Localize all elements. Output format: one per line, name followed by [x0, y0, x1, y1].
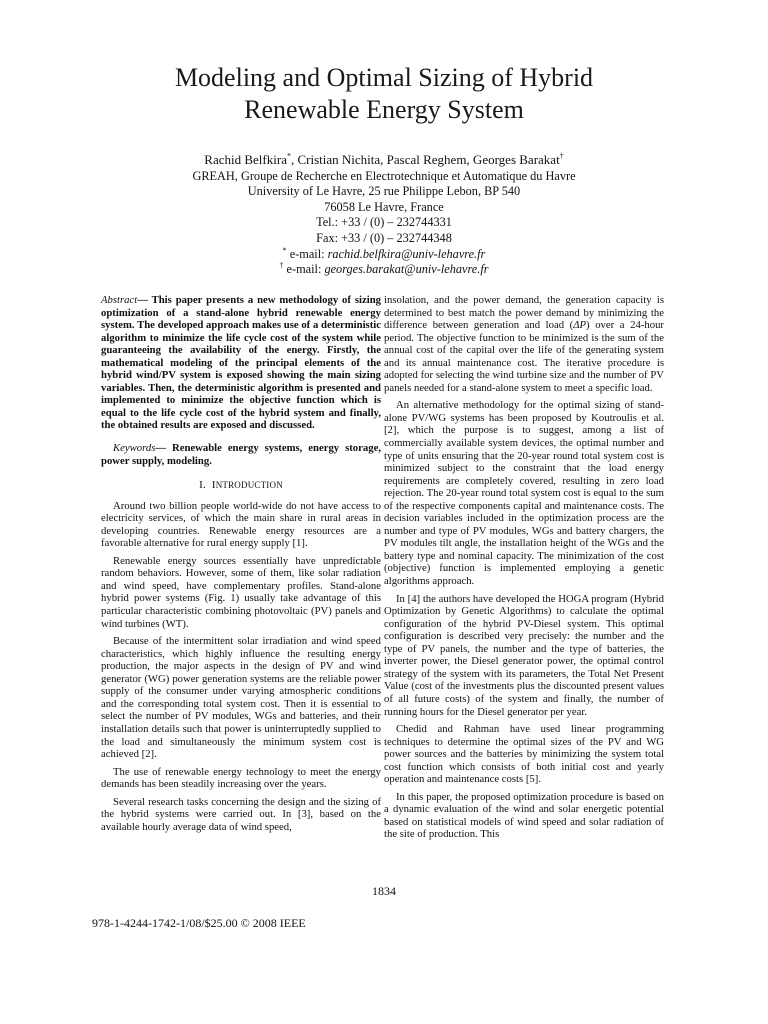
text-run: ) over a 24-hour period. The objective function to be minimized is the sum of the annual cost of the capital over the life of the generating system and its annual maintenance cost. The iterative procedure is adopted for selecting the wind turbine size and the number of PV panels needed for a stand-alone system to meet a specific load.	[384, 319, 664, 394]
keywords-label: Keywords	[113, 442, 156, 455]
author-block	[60, 152, 708, 278]
paper-title	[60, 62, 708, 126]
title-line-2: Renewable Energy System	[244, 95, 524, 124]
university-address: University of Le Havre, 25 rue Philippe Lebon, BP 540	[247, 184, 521, 199]
paragraph-continued	[384, 294, 664, 394]
paragraph: Because of the intermittent solar irradiation and wind speed characteristics, which highly influence the resulting energy production, the major aspects in the design of PV and wind generator (WG) power generation systems are the reliable power supply of the consumer under varying atmospheric conditions and the corresponding total system cost. Then it is essential to select the number of PV modules, WGs and batteries, and their installation details such that power is uninterruptedly supplied to the load and simultaneously the minimum system cost is achieved [2].	[101, 635, 381, 761]
affiliation: GREAH, Groupe de Recherche en Electrotechnique et Automatique du Havre	[192, 168, 576, 183]
email-address-2[interactable]: georges.barakat@univ-lehavre.fr	[324, 262, 489, 277]
email-address-1[interactable]: rachid.belfkira@univ-lehavre.fr	[327, 246, 486, 261]
abstract	[101, 294, 381, 432]
telephone: Tel.: +33 / (0) – 232744331	[316, 215, 452, 230]
author-names-rest: , Cristian Nichita, Pascal Reghem, Georges Barakat	[290, 152, 560, 167]
paragraph: In this paper, the proposed optimization procedure is based on a dynamic evaluation of the wind and solar energetic potential based on statistical models of wind speed and solar radiation of the site of production. This	[384, 790, 664, 841]
email-label-2: e-mail:	[283, 262, 325, 277]
abstract-label: Abstract	[101, 294, 138, 306]
author-mark-1: *	[286, 151, 291, 161]
section-title-rest: NTRODUCTION	[215, 480, 283, 491]
paragraph: Renewable energy sources essentially have unpredictable random behaviors. However, some of them, like solar radiation and wind speed, have complementary profiles. Stand-alone hybrid power systems (Fig. 1) usually take advantage of this particular characteristic combining photovoltaic (PV) panels and wind turbines (WT).	[101, 554, 381, 630]
author-mark-2: †	[559, 151, 564, 161]
section-number: I.	[199, 479, 206, 492]
keywords-text: — Renewable energy systems, energy storage, power supply, modeling.	[101, 442, 381, 467]
paragraph: The use of renewable energy technology to meet the energy demands has been steadily increasing over the years.	[101, 765, 381, 791]
author-name-1: Rachid Belfkira	[204, 152, 287, 167]
keywords	[101, 442, 381, 467]
city: 76058 Le Havre, France	[324, 199, 444, 214]
paragraph: Around two billion people world-wide do not have access to electricity services, of which the main share in rural areas in developing countries. Renewable energy resources are a favorable alternative for rural energy supply [1].	[101, 499, 381, 550]
email-line-2	[60, 262, 708, 278]
paragraph: Chedid and Rahman have used linear programming techniques to determine the optimal sizes of the PV and WG power sources and the batteries by minimizing the system total cost function which consists of both initial cost and yearly operation and maintenance costs [5].	[384, 723, 664, 786]
paragraph: An alternative methodology for the optimal sizing of stand-alone PV/WG systems has been proposed by Koutroulis et al. [2], which the purpose is to suggest, among a list of commercially available system devices, the optimal number and type of units ensuring that the 20-year round total system cost is minimized subject to the constraint that the load energy requirements are completely covered, resulting in zero load rejection. The 20-year round total system cost is equal to the sum of the respective components capital and maintenance costs. The decision variables included in the optimization process are the number and type of PV modules, WGs and battery chargers, the PV modules tilt angle, the installation height of the WGs and the battery type and nominal capacity. The minimization of the cost (objective) function is implemented employing a genetic algorithms approach.	[384, 399, 664, 588]
page-number: 1834	[372, 884, 396, 898]
paragraph: In [4] the authors have developed the HOGA program (Hybrid Optimization by Genetic Algorithms) to calculate the optimal configuration of the hybrid PV-Diesel system. This optimal configuration is described very precisely: the number and the type of PV panels, the number and the type of batteries, the inverter power, the Diesel generator power, the optimal control strategy of the system with its parameters, the Total Net Present Value (cost of the investments plus the discounted present values of all future costs) of the system and finally, the number of running hours for the Diesel generator per year.	[384, 592, 664, 718]
email-mark-2: †	[279, 261, 284, 271]
abstract-text: — This paper presents a new methodology of sizing optimization of a stand-alone hybrid renewable energy system. The developed approach makes use of a deterministic algorithm to minimize the life cycle cost of the system while guaranteeing the availability of the energy. Firstly, the mathematical modeling of the principal elements of the hybrid wind/PV system is exposed showing the main sizing variables. Then, the deterministic algorithm is presented and implemented to minimize the objective function which is equal to the life cycle cost of the hybrid system and finally, the obtained results are exposed and discussed.	[101, 294, 381, 432]
right-column	[384, 294, 664, 846]
text-run: insolation, and the power demand, the generation capacity is determined to best match the power demand by minimizing the difference between generation and load (	[384, 294, 664, 332]
section-first-letter: I	[211, 479, 216, 492]
author-names	[60, 152, 708, 168]
fax: Fax: +33 / (0) – 232744348	[316, 230, 452, 245]
email-mark-1: *	[282, 245, 287, 255]
title-line-1: Modeling and Optimal Sizing of Hybrid	[174, 63, 594, 92]
copyright-footer: 978-1-4244-1742-1/08/$25.00 © 2008 IEEE	[92, 916, 306, 930]
math-delta-p: ΔP	[573, 319, 587, 332]
left-column	[101, 294, 381, 838]
email-line-1	[60, 247, 708, 263]
section-heading-introduction	[101, 479, 381, 492]
paragraph: Several research tasks concerning the design and the sizing of the hybrid systems were carried out. In [3], based on the available hourly average data of wind speed,	[101, 795, 381, 833]
email-label-1: e-mail:	[286, 246, 328, 261]
